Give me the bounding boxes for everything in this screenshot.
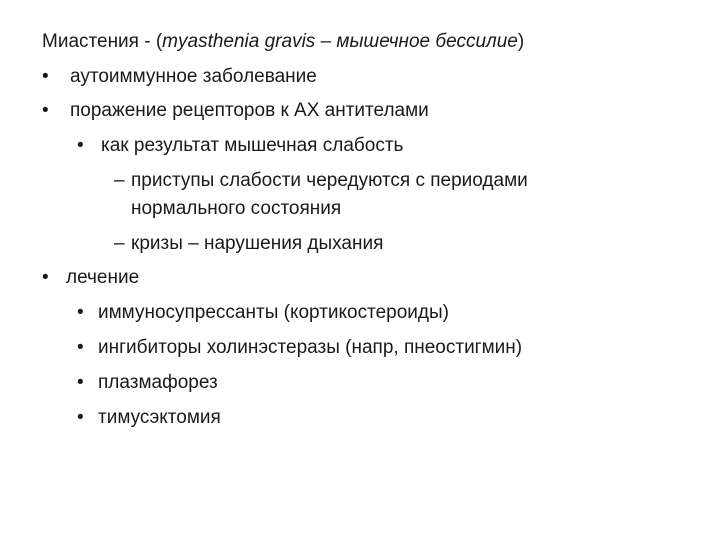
bullet-marker: •: [77, 372, 84, 393]
bullet-text-continuation: нормального состояния: [131, 198, 342, 219]
bullet-text: поражение рецепторов к АХ антителами: [70, 100, 429, 121]
bullet-marker: •: [77, 135, 84, 156]
bullet-text: аутоиммунное заболевание: [70, 66, 317, 87]
title-prefix: Миастения - (: [42, 31, 163, 52]
bullet-marker: •: [77, 302, 84, 323]
slide-title: [42, 30, 524, 54]
bullet-marker: •: [42, 267, 49, 288]
bullet-text: как результат мышечная слабость: [101, 135, 404, 156]
bullet-marker: •: [77, 337, 84, 358]
dash-marker: –: [114, 233, 125, 254]
bullet-marker: •: [42, 100, 49, 121]
dash-marker: –: [114, 170, 125, 191]
bullet-text: лечение: [66, 267, 140, 288]
bullet-text: кризы – нарушения дыхания: [131, 233, 384, 254]
bullet-text: тимусэктомия: [98, 407, 221, 428]
bullet-text: иммуносупрессанты (кортикостероиды): [98, 302, 449, 323]
bullet-marker: •: [77, 407, 84, 428]
bullet-marker: •: [42, 66, 49, 87]
bullet-text: плазмафорез: [98, 372, 218, 393]
bullet-text: ингибиторы холинэстеразы (напр, пнеостигмин): [98, 337, 523, 358]
bullet-text: приступы слабости чередуются с периодами: [131, 170, 528, 191]
title-italic: myasthenia gravis – мышечное бессилие: [162, 31, 518, 52]
title-suffix: ): [517, 31, 525, 52]
